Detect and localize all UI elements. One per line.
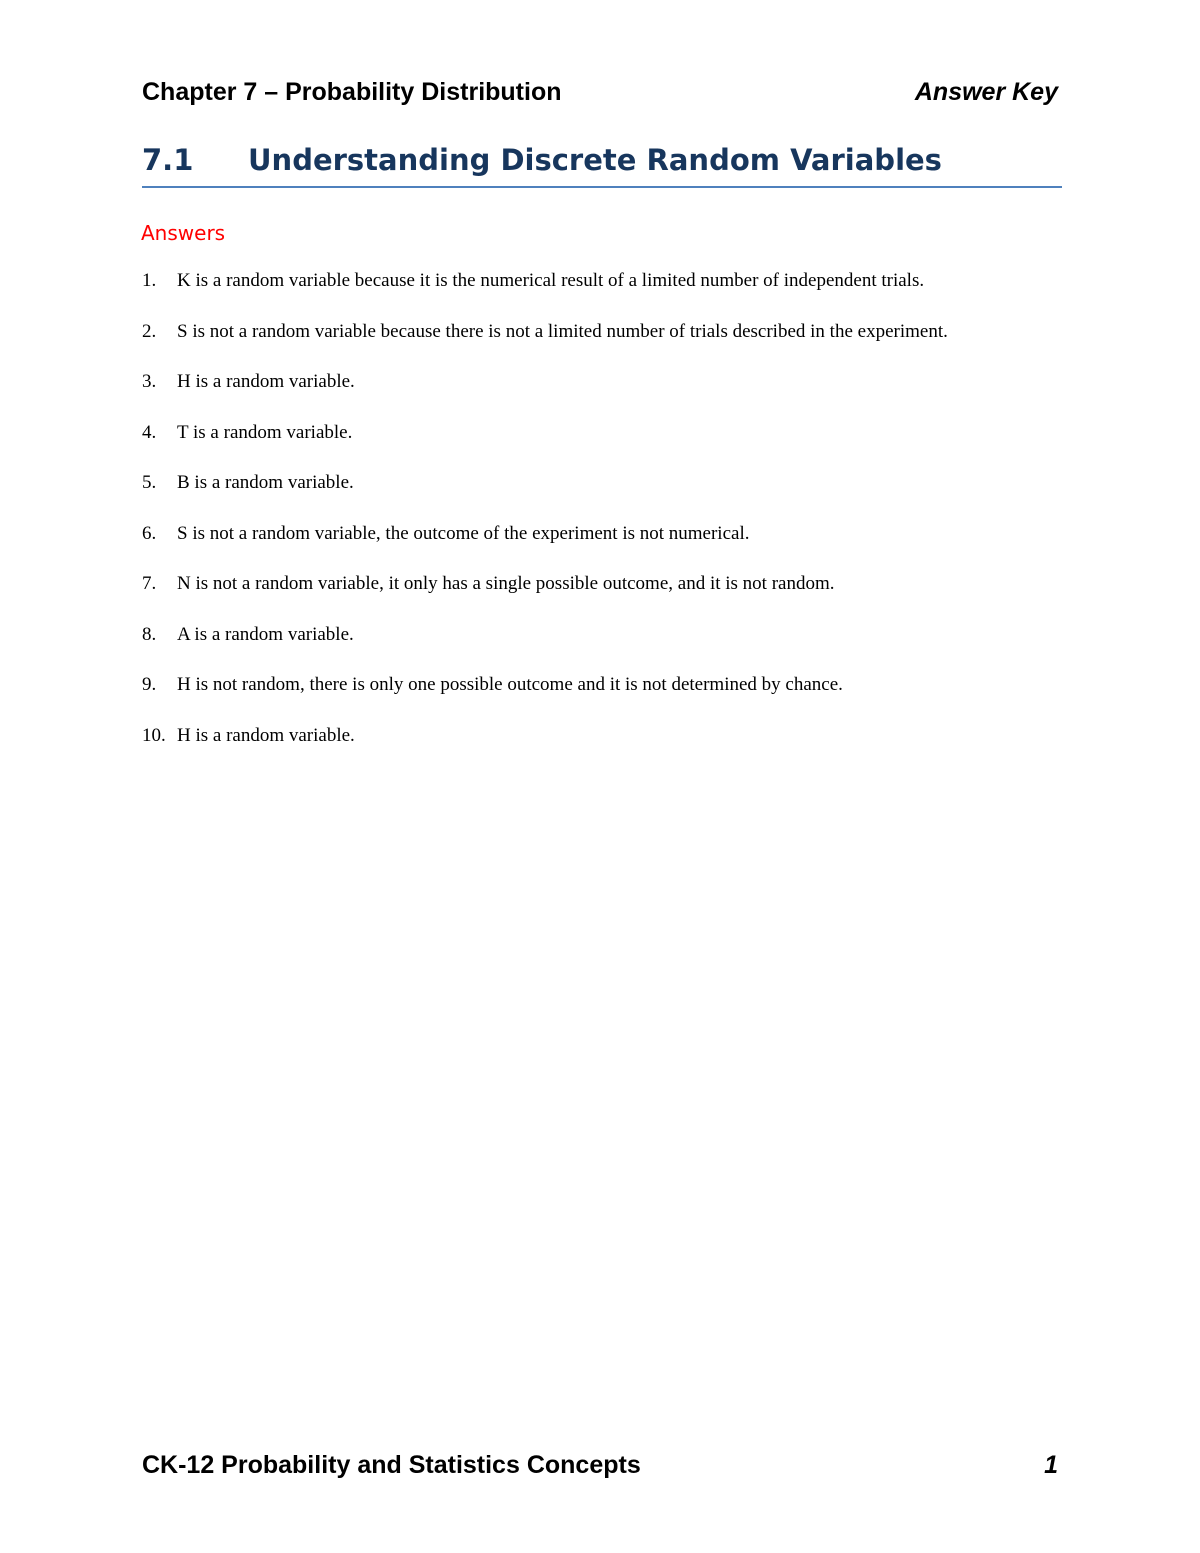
section-title: Understanding Discrete Random Variables bbox=[248, 143, 942, 177]
answer-text: S is not a random variable, the outcome of the experiment is not numerical. bbox=[177, 522, 750, 544]
answer-item bbox=[142, 470, 1042, 496]
answer-number: 9. bbox=[142, 674, 157, 695]
answer-number: 3. bbox=[142, 371, 157, 392]
answer-text: K is a random variable because it is the numerical result of a limited number of independent trials. bbox=[177, 270, 925, 291]
section-heading bbox=[142, 140, 1062, 188]
answers-list bbox=[142, 268, 1042, 773]
answer-text: H is a random variable. bbox=[177, 371, 355, 392]
answer-number: 10. bbox=[142, 724, 166, 746]
answer-item bbox=[142, 319, 1042, 345]
answer-item bbox=[142, 723, 1042, 749]
answer-number: 2. bbox=[142, 320, 157, 342]
answer-item bbox=[142, 268, 1042, 294]
chapter-title: Chapter 7 – Probability Distribution bbox=[142, 77, 562, 106]
page-footer bbox=[142, 1446, 1058, 1484]
answer-text: B is a random variable. bbox=[177, 472, 354, 493]
answer-number: 8. bbox=[142, 623, 157, 645]
answer-text: N is not a random variable, it only has a single possible outcome, and it is not random. bbox=[177, 573, 835, 594]
answer-key-label: Answer Key bbox=[914, 77, 1058, 106]
answer-item bbox=[142, 571, 1042, 597]
answers-label: Answers bbox=[141, 221, 226, 245]
answer-number: 5. bbox=[142, 472, 157, 493]
answer-item bbox=[142, 521, 1042, 547]
answer-text: H is a random variable. bbox=[177, 724, 355, 746]
answer-item bbox=[142, 420, 1042, 446]
answer-item bbox=[142, 672, 1042, 698]
page-header bbox=[142, 74, 1058, 110]
answer-item bbox=[142, 622, 1042, 648]
answer-number: 7. bbox=[142, 573, 157, 594]
answer-number: 1. bbox=[142, 270, 157, 291]
answer-text: T is a random variable. bbox=[177, 421, 353, 443]
section-number: 7.1 bbox=[142, 143, 194, 177]
answer-item bbox=[142, 369, 1042, 395]
answer-text: A is a random variable. bbox=[177, 623, 354, 645]
answer-number: 4. bbox=[142, 421, 157, 443]
answer-number: 6. bbox=[142, 522, 157, 544]
answer-text: S is not a random variable because there is not a limited number of trials described in the experiment. bbox=[177, 320, 948, 342]
page-number: 1 bbox=[1044, 1450, 1058, 1479]
footer-title: CK-12 Probability and Statistics Concepts bbox=[142, 1450, 641, 1479]
answer-text: H is not random, there is only one possible outcome and it is not determined by chance. bbox=[177, 674, 843, 695]
